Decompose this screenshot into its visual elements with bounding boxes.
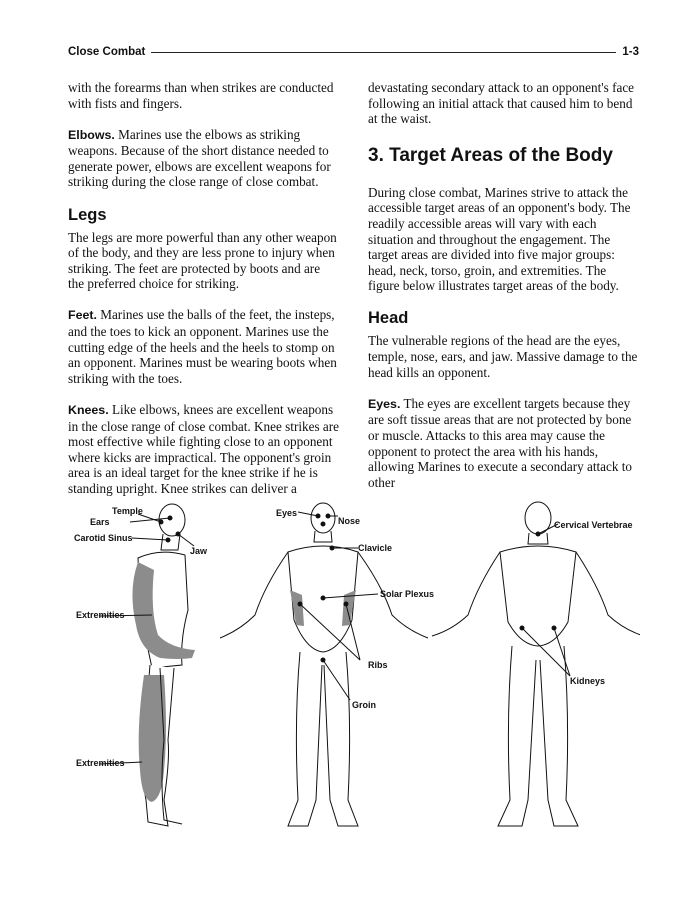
chapter-title: Close Combat [68,46,146,58]
feet-text: Marines use the balls of the feet, the insteps, and the toes to kick an opponent. Marines use the cutting edge of the heels and the heels to stomp on an opponent. Marines must be wearing boots when striking with the toes. [68,307,337,386]
eyes-text: The eyes are excellent targets because they are soft tissue areas that are not protected by bone or muscle. Attacks to this area may cause the opponent to protect the area with his hands, allowing Marines to execute a secondary attack to other [368,395,633,490]
side-figure [132,504,195,826]
label-kidneys: Kidneys [570,676,606,686]
label-eyes: Eyes [276,508,298,518]
paragraph-head: The vulnerable regions of the head are the eyes, temple, nose, ears, and jaw. Massive damage to the head kills an opponent. [368,333,638,380]
paragraph-legs: The legs are more powerful than any other weapon of the body, and they are less prone to injury when striking. The feet are protected by boots and are the preferred choice for striking. [68,229,337,292]
target-areas-illustration [60,500,640,840]
label-nose: Nose [338,516,361,526]
knees-lead: Knees. [68,402,109,417]
label-extremities-lower: Extremities [76,758,125,768]
paragraph-feet [68,307,339,386]
paragraph-forearms: with the forearms than when strikes are conducted with fists and fingers. [68,80,334,111]
right-column [368,80,639,506]
label-jaw: Jaw [190,546,208,556]
label-clavicle: Clavicle [358,543,393,553]
target-areas-figure [60,500,640,840]
paragraph-knees [68,402,339,497]
back-figure [432,502,640,826]
head-heading: Head [368,309,409,328]
label-solar-plexus: Solar Plexus [380,589,435,599]
elbows-text: Marines use the elbows as striking weapons. Because of the short distance needed to generate power, elbows are excellent weapons for striking during the close range of close combat. [68,126,331,190]
paragraph-secondary-attack: devastating secondary attack to an opponent's face following an initial attack that caused him to bend at the waist. [368,80,635,127]
paragraph-target-areas: During close combat, Marines strive to attack the accessible target areas of an opponent's body. The readily accessible areas will vary with each situation and throughout the engagement. The target areas are divided into five major groups: head, neck, torso, groin, and extremities. The figure below illustrates target areas of the body. [368,184,631,294]
label-ribs: Ribs [368,660,388,670]
label-cervical-vertebrae: Cervical Vertebrae [554,520,633,530]
section-heading: 3. Target Areas of the Body [368,144,613,166]
label-temple: Temple [112,506,143,516]
legs-heading: Legs [68,205,107,224]
page-number: 1-3 [622,46,639,58]
knees-text: Like elbows, knees are excellent weapons in the close range of close combat. Knee strikes are most effective while fighting close to an opponent where kicks are impractical. The opponent's groin area is an ideal target for the knee strike if he is standing upright. Knee strikes can deliver a [68,401,339,496]
feet-lead: Feet. [68,308,97,323]
eyes-lead: Eyes. [368,396,401,411]
highlight-ribs-left [290,590,304,626]
label-ears: Ears [90,517,110,527]
left-column [68,80,339,512]
label-groin: Groin [352,700,376,710]
front-figure [220,503,428,826]
elbows-lead: Elbows. [68,127,115,142]
label-extremities-upper: Extremities [76,610,125,620]
paragraph-elbows [68,127,339,190]
running-header [68,44,639,60]
label-carotid-sinus: Carotid Sinus [74,533,133,543]
paragraph-eyes [368,396,639,491]
header-rule [151,52,616,53]
